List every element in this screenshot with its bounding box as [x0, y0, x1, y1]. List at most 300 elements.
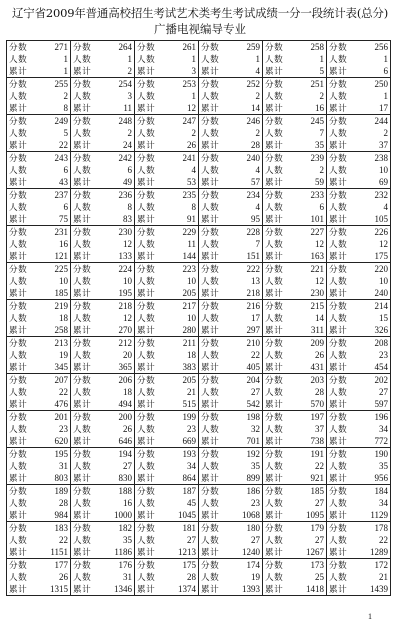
count-value: 27 [379, 387, 388, 397]
count-label: 人数 [201, 388, 220, 398]
cumulative-label: 累计 [201, 363, 220, 373]
score-label: 分数 [9, 43, 28, 53]
score-row [73, 375, 132, 386]
cumulative-value: 570 [310, 399, 324, 409]
count-label: 人数 [137, 351, 156, 361]
score-label: 分数 [265, 339, 284, 349]
score-row [329, 190, 388, 201]
count-row [265, 313, 324, 324]
cumulative-value: 151 [246, 251, 260, 261]
count-row [265, 498, 324, 509]
score-row [265, 264, 324, 275]
cumulative-value: 1213 [178, 547, 196, 557]
score-row [201, 79, 260, 90]
cumulative-label: 累计 [201, 67, 220, 77]
cumulative-value: 772 [374, 436, 388, 446]
cumulative-row [329, 251, 388, 262]
count-row [9, 424, 68, 435]
count-label: 人数 [9, 240, 28, 250]
score-cell [71, 448, 135, 484]
cumulative-row [201, 177, 260, 188]
cumulative-row [73, 140, 132, 151]
cumulative-value: 3 [191, 66, 196, 76]
count-label: 人数 [265, 314, 284, 324]
score-cell [327, 374, 390, 410]
score-label: 分数 [9, 339, 28, 349]
count-value: 12 [123, 313, 132, 323]
cumulative-label: 累计 [9, 363, 28, 373]
count-row [201, 350, 260, 361]
count-label: 人数 [265, 166, 284, 176]
cumulative-value: 4 [255, 66, 260, 76]
count-row [137, 572, 196, 583]
cumulative-row [201, 214, 260, 225]
score-label: 分数 [201, 376, 220, 386]
score-value: 187 [182, 486, 196, 496]
cumulative-row [265, 251, 324, 262]
score-row [9, 523, 68, 534]
cumulative-label: 累计 [329, 437, 348, 447]
score-cell [135, 485, 199, 521]
count-row [329, 91, 388, 102]
cumulative-value: 95 [251, 214, 260, 224]
cumulative-label: 累计 [265, 437, 284, 447]
count-value: 10 [187, 313, 196, 323]
cumulative-label: 累计 [9, 437, 28, 447]
count-row [329, 572, 388, 583]
count-row [9, 202, 68, 213]
cumulative-label: 累计 [9, 400, 28, 410]
score-label: 分数 [137, 450, 156, 460]
score-row [201, 412, 260, 423]
cumulative-row [9, 103, 68, 114]
score-row [329, 486, 388, 497]
score-cell [7, 41, 71, 77]
table-band [7, 189, 390, 226]
cumulative-row [9, 547, 68, 558]
count-row [265, 387, 324, 398]
cumulative-value: 984 [54, 510, 68, 520]
cumulative-row [9, 436, 68, 447]
score-cell [7, 189, 71, 225]
count-row [9, 313, 68, 324]
cumulative-label: 累计 [9, 67, 28, 77]
score-row [73, 412, 132, 423]
count-row [265, 239, 324, 250]
cumulative-label: 累计 [137, 141, 156, 151]
score-row [9, 301, 68, 312]
count-row [137, 54, 196, 65]
count-row [329, 424, 388, 435]
score-value: 210 [246, 338, 260, 348]
count-label: 人数 [265, 55, 284, 65]
score-label: 分数 [137, 191, 156, 201]
score-row [329, 116, 388, 127]
cumulative-row [201, 473, 260, 484]
table-band [7, 448, 390, 485]
score-value: 188 [118, 486, 132, 496]
count-label: 人数 [329, 314, 348, 324]
count-label: 人数 [73, 166, 92, 176]
cumulative-row [137, 547, 196, 558]
score-value: 230 [118, 227, 132, 237]
count-value: 2 [319, 91, 324, 101]
score-value: 236 [118, 190, 132, 200]
score-cell [135, 226, 199, 262]
cumulative-label: 累计 [73, 104, 92, 114]
score-cell [263, 115, 327, 151]
cumulative-row [329, 547, 388, 558]
cumulative-value: 921 [310, 473, 324, 483]
count-label: 人数 [9, 536, 28, 546]
cumulative-row [265, 399, 324, 410]
count-value: 2 [255, 91, 260, 101]
count-label: 人数 [201, 277, 220, 287]
score-cell [199, 115, 263, 151]
cumulative-value: 35 [315, 140, 324, 150]
count-row [9, 461, 68, 472]
table-band [7, 115, 390, 152]
page-number: 1 [368, 612, 372, 621]
score-value: 254 [118, 79, 132, 89]
cumulative-label: 累计 [265, 67, 284, 77]
score-row [201, 375, 260, 386]
score-value: 193 [182, 449, 196, 459]
cumulative-value: 133 [118, 251, 132, 261]
cumulative-label: 累计 [9, 511, 28, 521]
cumulative-value: 431 [310, 362, 324, 372]
count-value: 1 [255, 54, 260, 64]
score-row [201, 486, 260, 497]
cumulative-row [265, 362, 324, 373]
cumulative-row [201, 362, 260, 373]
count-value: 27 [315, 535, 324, 545]
score-cell [263, 522, 327, 558]
score-value: 201 [54, 412, 68, 422]
score-cell [199, 411, 263, 447]
score-row [9, 560, 68, 571]
cumulative-value: 280 [182, 325, 196, 335]
cumulative-row [9, 325, 68, 336]
score-cell [327, 485, 390, 521]
cumulative-row [9, 251, 68, 262]
score-label: 分数 [9, 154, 28, 164]
count-value: 16 [123, 498, 132, 508]
count-label: 人数 [137, 425, 156, 435]
score-value: 221 [310, 264, 324, 274]
cumulative-row [329, 288, 388, 299]
count-row [9, 276, 68, 287]
count-value: 1 [191, 54, 196, 64]
count-value: 2 [319, 165, 324, 175]
count-row [9, 91, 68, 102]
cumulative-row [201, 399, 260, 410]
count-row [73, 387, 132, 398]
score-value: 238 [374, 153, 388, 163]
score-label: 分数 [9, 450, 28, 460]
count-row [329, 387, 388, 398]
score-cell [71, 152, 135, 188]
cumulative-label: 累计 [329, 289, 348, 299]
count-row [201, 165, 260, 176]
cumulative-row [9, 510, 68, 521]
score-row [201, 116, 260, 127]
cumulative-label: 累计 [201, 474, 220, 484]
score-cell [199, 300, 263, 336]
score-row [201, 264, 260, 275]
cumulative-value: 49 [123, 177, 132, 187]
count-value: 34 [379, 498, 388, 508]
count-value: 10 [187, 276, 196, 286]
count-label: 人数 [201, 203, 220, 213]
cumulative-row [73, 510, 132, 521]
cumulative-row [73, 325, 132, 336]
score-row [9, 153, 68, 164]
score-row [73, 153, 132, 164]
score-value: 222 [246, 264, 260, 274]
cumulative-value: 476 [54, 399, 68, 409]
count-row [265, 91, 324, 102]
count-row [9, 54, 68, 65]
cumulative-label: 累计 [201, 252, 220, 262]
cumulative-value: 12 [187, 103, 196, 113]
cumulative-row [137, 362, 196, 373]
cumulative-label: 累计 [201, 548, 220, 558]
cumulative-value: 597 [374, 399, 388, 409]
score-value: 220 [374, 264, 388, 274]
count-row [137, 313, 196, 324]
cumulative-row [73, 584, 132, 595]
score-value: 215 [310, 301, 324, 311]
cumulative-label: 累计 [73, 585, 92, 595]
count-value: 18 [59, 313, 68, 323]
count-row [9, 165, 68, 176]
cumulative-row [137, 436, 196, 447]
cumulative-row [73, 66, 132, 77]
cumulative-row [201, 325, 260, 336]
count-value: 23 [251, 498, 260, 508]
cumulative-row [9, 177, 68, 188]
count-label: 人数 [73, 462, 92, 472]
cumulative-value: 205 [182, 288, 196, 298]
score-row [201, 190, 260, 201]
score-row [265, 79, 324, 90]
score-value: 198 [246, 412, 260, 422]
cumulative-row [265, 584, 324, 595]
cumulative-label: 累计 [137, 289, 156, 299]
score-label: 分数 [73, 154, 92, 164]
table-band [7, 152, 390, 189]
count-row [329, 276, 388, 287]
score-label: 分数 [73, 561, 92, 571]
cumulative-label: 累计 [137, 178, 156, 188]
score-cell [71, 559, 135, 595]
count-value: 32 [251, 424, 260, 434]
cumulative-row [9, 584, 68, 595]
score-row [329, 301, 388, 312]
score-value: 174 [246, 560, 260, 570]
score-row [137, 338, 196, 349]
count-row [329, 535, 388, 546]
score-cell [7, 300, 71, 336]
score-row [137, 153, 196, 164]
cumulative-value: 1095 [306, 510, 324, 520]
score-cell [199, 522, 263, 558]
score-value: 183 [54, 523, 68, 533]
score-row [201, 560, 260, 571]
count-value: 21 [187, 387, 196, 397]
score-value: 200 [118, 412, 132, 422]
score-cell [135, 374, 199, 410]
score-row [137, 42, 196, 53]
count-value: 35 [123, 535, 132, 545]
cumulative-row [265, 103, 324, 114]
count-row [201, 276, 260, 287]
count-value: 8 [127, 202, 132, 212]
score-label: 分数 [201, 228, 220, 238]
cumulative-label: 累计 [265, 252, 284, 262]
table-band [7, 411, 390, 448]
cumulative-row [73, 399, 132, 410]
score-value: 175 [182, 560, 196, 570]
cumulative-value: 738 [310, 436, 324, 446]
score-value: 219 [54, 301, 68, 311]
count-value: 2 [63, 91, 68, 101]
cumulative-row [9, 214, 68, 225]
cumulative-value: 28 [251, 140, 260, 150]
score-cell [199, 263, 263, 299]
cumulative-value: 258 [54, 325, 68, 335]
count-value: 22 [59, 535, 68, 545]
cumulative-value: 163 [310, 251, 324, 261]
score-row [265, 449, 324, 460]
count-value: 4 [191, 165, 196, 175]
cumulative-label: 累计 [137, 104, 156, 114]
count-value: 11 [187, 239, 196, 249]
score-value: 248 [118, 116, 132, 126]
score-cell [135, 411, 199, 447]
cumulative-label: 累计 [9, 289, 28, 299]
score-value: 233 [310, 190, 324, 200]
count-value: 34 [187, 461, 196, 471]
cumulative-row [265, 473, 324, 484]
count-label: 人数 [9, 166, 28, 176]
score-label: 分数 [73, 339, 92, 349]
cumulative-value: 69 [379, 177, 388, 187]
score-cell [135, 115, 199, 151]
cumulative-label: 累计 [9, 252, 28, 262]
score-cell [263, 41, 327, 77]
count-label: 人数 [265, 462, 284, 472]
cumulative-row [201, 66, 260, 77]
cumulative-label: 累计 [329, 215, 348, 225]
count-row [73, 165, 132, 176]
score-value: 185 [310, 486, 324, 496]
score-cell [199, 152, 263, 188]
score-value: 250 [374, 79, 388, 89]
cumulative-value: 1068 [242, 510, 260, 520]
score-value: 237 [54, 190, 68, 200]
count-value: 1 [383, 54, 388, 64]
cumulative-value: 240 [374, 288, 388, 298]
score-row [73, 338, 132, 349]
cumulative-value: 669 [182, 436, 196, 446]
count-label: 人数 [73, 314, 92, 324]
count-value: 5 [63, 128, 68, 138]
count-label: 人数 [329, 166, 348, 176]
count-row [137, 276, 196, 287]
score-value: 256 [374, 42, 388, 52]
cumulative-row [329, 103, 388, 114]
score-label: 分数 [9, 376, 28, 386]
cumulative-row [201, 288, 260, 299]
cumulative-label: 累计 [9, 104, 28, 114]
count-label: 人数 [137, 573, 156, 583]
cumulative-label: 累计 [9, 215, 28, 225]
score-row [329, 42, 388, 53]
score-value: 235 [182, 190, 196, 200]
count-row [265, 461, 324, 472]
score-row [73, 523, 132, 534]
score-label: 分数 [265, 487, 284, 497]
score-cell [7, 559, 71, 595]
cumulative-label: 累计 [201, 215, 220, 225]
count-value: 19 [59, 350, 68, 360]
score-value: 226 [374, 227, 388, 237]
count-row [137, 91, 196, 102]
score-cell [71, 300, 135, 336]
cumulative-row [329, 140, 388, 151]
count-label: 人数 [9, 203, 28, 213]
count-label: 人数 [329, 462, 348, 472]
cumulative-label: 累计 [137, 363, 156, 373]
cumulative-row [73, 288, 132, 299]
count-row [265, 350, 324, 361]
score-label: 分数 [265, 265, 284, 275]
count-value: 22 [379, 535, 388, 545]
score-label: 分数 [329, 450, 348, 460]
score-cell [7, 411, 71, 447]
cumulative-row [137, 473, 196, 484]
count-row [265, 572, 324, 583]
score-row [9, 486, 68, 497]
cumulative-value: 5 [319, 66, 324, 76]
cumulative-row [329, 362, 388, 373]
count-label: 人数 [137, 314, 156, 324]
cumulative-value: 195 [118, 288, 132, 298]
cumulative-row [73, 547, 132, 558]
score-row [73, 560, 132, 571]
score-row [265, 412, 324, 423]
cumulative-label: 累计 [9, 474, 28, 484]
document-title: 辽宁省2009年普通高校招生考试艺术类考生考试成绩一分一段统计表(总分) [11, 6, 389, 20]
cumulative-label: 累计 [265, 141, 284, 151]
cumulative-value: 454 [374, 362, 388, 372]
count-value: 34 [379, 424, 388, 434]
score-label: 分数 [329, 80, 348, 90]
table-band [7, 78, 390, 115]
score-value: 271 [54, 42, 68, 52]
cumulative-label: 累计 [265, 474, 284, 484]
score-value: 209 [310, 338, 324, 348]
score-cell [327, 78, 390, 114]
count-row [201, 91, 260, 102]
cumulative-value: 16 [315, 103, 324, 113]
score-cell [199, 226, 263, 262]
count-label: 人数 [265, 92, 284, 102]
cumulative-value: 1346 [114, 584, 132, 594]
cumulative-value: 43 [59, 177, 68, 187]
